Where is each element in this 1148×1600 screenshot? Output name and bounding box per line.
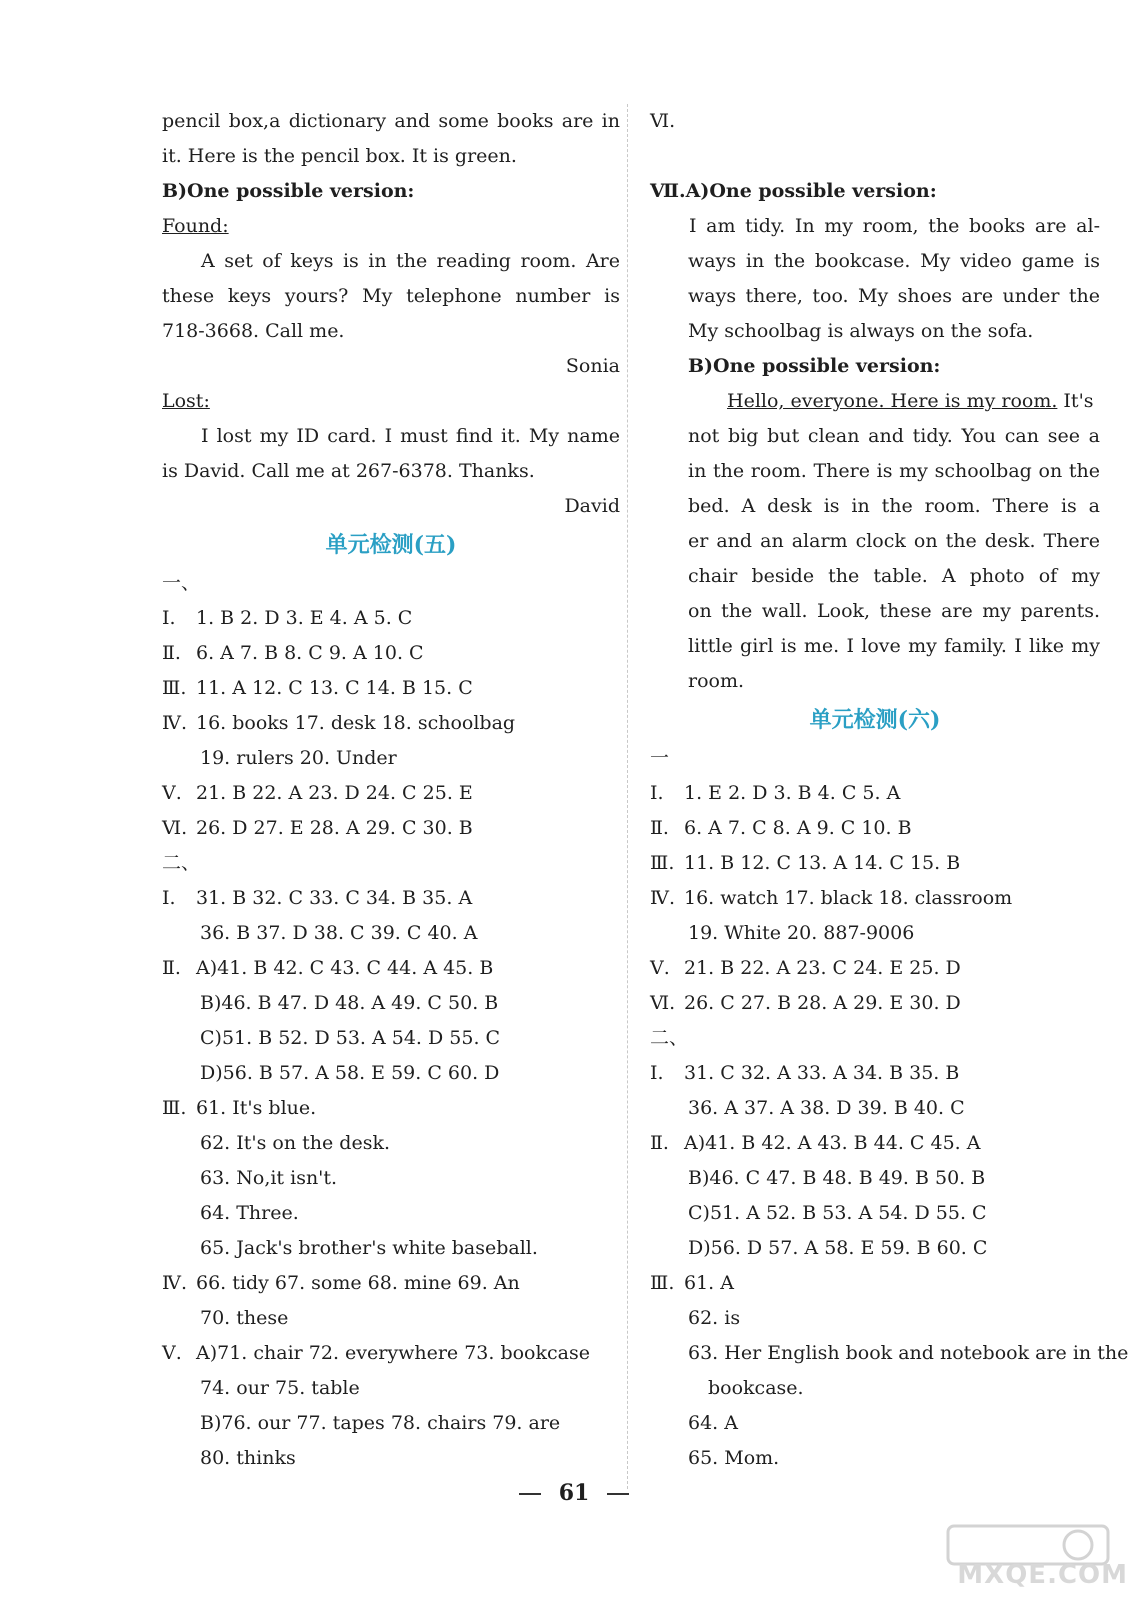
text-line: in the room. There is my schoolbag on the bbox=[688, 460, 1100, 482]
answer-row: bookcase. bbox=[708, 1377, 804, 1399]
answer-row: Ⅲ. 11. B 12. C 13. A 14. C 15. B bbox=[650, 852, 961, 874]
text-line: 718-3668. Call me. bbox=[162, 320, 345, 342]
section-heading-unit6: 单元检测(六) bbox=[809, 707, 941, 733]
answer-row: 74. our 75. table bbox=[200, 1377, 360, 1399]
text-line: is David. Call me at 267-6378. Thanks. bbox=[162, 460, 535, 482]
text-line: chair beside the table. A photo of my bbox=[688, 565, 1100, 587]
section-marker: 二、 bbox=[650, 1027, 689, 1049]
answer-row: B)76. our 77. tapes 78. chairs 79. are bbox=[200, 1412, 561, 1434]
right-column bbox=[650, 104, 1129, 1476]
answer-row: Ⅵ. bbox=[650, 110, 676, 132]
answer-row: 64. Three. bbox=[200, 1202, 299, 1224]
text-line: A set of keys is in the reading room. Are bbox=[201, 250, 620, 272]
text-line: not big but clean and tidy. You can see a bbox=[688, 425, 1100, 447]
answer-row: 65. Mom. bbox=[688, 1447, 780, 1469]
answer-row: D)56. B 57. A 58. E 59. C 60. D bbox=[200, 1062, 500, 1084]
section-marker: 二、 bbox=[162, 852, 201, 874]
answer-row: 19. rulers 20. Under bbox=[200, 747, 397, 769]
answer-row: 36. A 37. A 38. D 39. B 40. C bbox=[688, 1097, 965, 1119]
signature-david: David bbox=[564, 495, 620, 517]
text-line: room. bbox=[688, 670, 745, 692]
answer-row: Ⅱ. A)41. B 42. C 43. C 44. A 45. B bbox=[162, 957, 494, 979]
answer-row: 62. It's on the desk. bbox=[200, 1132, 390, 1154]
answer-row: Ⅴ. 21. B 22. A 23. C 24. E 25. D bbox=[650, 957, 961, 979]
answer-row: Ⅴ. 21. B 22. A 23. D 24. C 25. E bbox=[162, 782, 473, 804]
page-footer bbox=[0, 1478, 1148, 1508]
text-line: ways in the bookcase. My video game is bbox=[688, 250, 1100, 272]
answer-row bbox=[650, 139, 1100, 174]
text-line: Hello, everyone. Here is my room. It's bbox=[727, 390, 1094, 412]
text-line: little girl is me. I love my family. I like my bbox=[688, 635, 1100, 657]
answer-row: C)51. B 52. D 53. A 54. D 55. C bbox=[200, 1027, 501, 1049]
page-number: 61 bbox=[558, 1480, 590, 1506]
answer-row: 63. Her English book and notebook are in the bbox=[688, 1342, 1129, 1364]
text-line: it. Here is the pencil box. It is green. bbox=[162, 145, 517, 167]
answer-row: C)51. A 52. B 53. A 54. D 55. C bbox=[688, 1202, 987, 1224]
answer-row: Ⅰ. 31. B 32. C 33. C 34. B 35. A bbox=[162, 887, 473, 909]
answer-row: D)56. D 57. A 58. E 59. B 60. C bbox=[688, 1237, 988, 1259]
answer-row: Ⅱ. A)41. B 42. A 43. B 44. C 45. A bbox=[650, 1132, 981, 1154]
answer-row: Ⅰ. 31. C 32. A 33. A 34. B 35. B bbox=[650, 1062, 960, 1084]
answer-row: Ⅳ. 16. books 17. desk 18. schoolbag bbox=[162, 712, 516, 734]
text-line: I lost my ID card. I must find it. My name bbox=[201, 425, 620, 447]
version-label: Ⅶ.A)One possible version: bbox=[650, 180, 937, 202]
answer-row: B)46. B 47. D 48. A 49. C 50. B bbox=[200, 992, 499, 1014]
answer-row: Ⅵ. 26. C 27. B 28. A 29. E 30. D bbox=[650, 992, 961, 1014]
answer-row: Ⅲ. 61. It's blue. bbox=[162, 1097, 317, 1119]
answer-row: Ⅱ. 6. A 7. C 8. A 9. C 10. B bbox=[650, 817, 912, 839]
section-marker: 一 bbox=[650, 747, 670, 769]
text-line: pencil box,a dictionary and some books are in bbox=[162, 110, 620, 132]
text-line: I am tidy. In my room, the books are al- bbox=[689, 215, 1100, 237]
watermark-logo bbox=[938, 1520, 1128, 1590]
lost-label: Lost: bbox=[162, 390, 210, 412]
answer-row: Ⅲ. 11. A 12. C 13. C 14. B 15. C bbox=[162, 677, 473, 699]
column-divider bbox=[627, 104, 628, 1489]
text-line: ways there, too. My shoes are under the bbox=[688, 285, 1100, 307]
text-line: bed. A desk is in the room. There is a bbox=[688, 495, 1100, 517]
answer-row: 63. No,it isn't. bbox=[200, 1167, 338, 1189]
section-marker: 一、 bbox=[162, 572, 201, 594]
answer-row: Ⅲ. 61. A bbox=[650, 1272, 734, 1294]
answer-row: 62. is bbox=[688, 1307, 741, 1329]
text-line: these keys yours? My telephone number is bbox=[162, 285, 620, 307]
answer-row: 19. White 20. 887-9006 bbox=[688, 922, 915, 944]
text-line: on the wall. Look, these are my parents. bbox=[688, 600, 1100, 622]
answer-row: B)46. C 47. B 48. B 49. B 50. B bbox=[688, 1167, 986, 1189]
found-label: Found: bbox=[162, 215, 229, 237]
section-heading-unit5: 单元检测(五) bbox=[325, 532, 457, 558]
signature-sonia: Sonia bbox=[565, 355, 620, 377]
answer-row: 80. thinks bbox=[200, 1447, 296, 1469]
answer-row: Ⅱ. 6. A 7. B 8. C 9. A 10. C bbox=[162, 642, 424, 664]
answer-row: 70. these bbox=[200, 1307, 289, 1329]
watermark-text: MXQE.COM bbox=[957, 1560, 1128, 1590]
answer-row: 36. B 37. D 38. C 39. C 40. A bbox=[200, 922, 478, 944]
answer-row: Ⅳ. 16. watch 17. black 18. classroom bbox=[650, 887, 1013, 909]
answer-row: Ⅴ. A)71. chair 72. everywhere 73. bookcase bbox=[162, 1342, 590, 1364]
answer-row: 65. Jack's brother's white baseball. bbox=[200, 1237, 538, 1259]
text-line: er and an alarm clock on the desk. There bbox=[688, 530, 1100, 552]
answer-row: 64. A bbox=[688, 1412, 738, 1434]
footer-dash-left bbox=[519, 1493, 541, 1495]
answer-row: Ⅰ. 1. E 2. D 3. B 4. C 5. A bbox=[650, 782, 901, 804]
answer-row: Ⅳ. 66. tidy 67. some 68. mine 69. An bbox=[162, 1272, 520, 1294]
version-label: B)One possible version: bbox=[688, 355, 941, 377]
left-column bbox=[162, 104, 620, 1476]
answer-row: Ⅵ. 26. D 27. E 28. A 29. C 30. B bbox=[162, 817, 473, 839]
version-label: B)One possible version: bbox=[162, 180, 415, 202]
answer-row: Ⅰ. 1. B 2. D 3. E 4. A 5. C bbox=[162, 607, 413, 629]
footer-dash-right bbox=[607, 1493, 629, 1495]
text-line: My schoolbag is always on the sofa. bbox=[688, 320, 1034, 342]
